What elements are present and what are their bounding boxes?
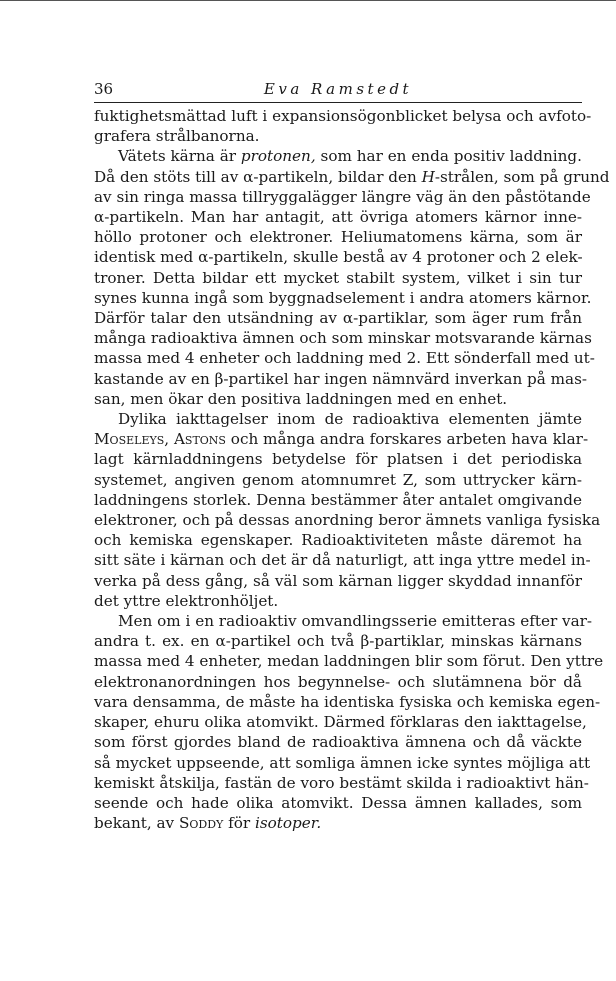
text-line bbox=[94, 369, 588, 389]
page-header bbox=[94, 80, 582, 102]
text-segment: Men om i en radioaktiv omvandlingsserie emitteras efter var- bbox=[118, 612, 593, 631]
text-line bbox=[94, 793, 582, 813]
text-segment: kastande av en β-partikel har ingen nämnvärd inverkan på mas- bbox=[94, 369, 588, 388]
text-line bbox=[94, 207, 582, 227]
text-line bbox=[94, 591, 582, 611]
text-segment: massa med 4 enheter, medan laddningen blir som förut. Den yttre bbox=[94, 652, 604, 671]
text-line bbox=[94, 672, 582, 692]
name-small-caps: Astons bbox=[173, 430, 226, 449]
text-line bbox=[94, 732, 582, 752]
text-line bbox=[94, 126, 582, 146]
text-segment: andra t. ex. en α-partikel och två β-partiklar, minskas kärnans bbox=[94, 632, 582, 651]
emphasis: H bbox=[421, 167, 435, 186]
name-small-caps: Soddy bbox=[178, 814, 224, 833]
text-line bbox=[94, 510, 601, 530]
text-segment: Därför talar den utsändning av α-partiklar, som äger rum från bbox=[94, 309, 582, 328]
text-segment: Då den stöts till av α-partikeln, bildar den bbox=[94, 167, 422, 186]
text-segment: och kemiska egenskaper. Radioaktiviteten måste däremot ha bbox=[94, 531, 582, 550]
text-line bbox=[94, 773, 589, 793]
name-small-caps: Moseleys bbox=[94, 430, 165, 449]
text-segment: synes kunna ingå som byggnadselement i andra atomers kärnor. bbox=[94, 288, 592, 307]
text-line bbox=[94, 470, 582, 490]
text-segment: som har en enda positiv laddning. bbox=[315, 147, 582, 166]
text-line bbox=[94, 692, 601, 712]
text-line bbox=[94, 167, 610, 187]
text-segment: det yttre elektronhöljet. bbox=[94, 591, 279, 610]
text-segment: fuktighetsmättad luft i expansionsögonblicket belysa och avfoto- bbox=[94, 107, 592, 125]
text-line bbox=[94, 813, 582, 833]
text-line bbox=[94, 550, 591, 570]
text-line bbox=[94, 348, 595, 368]
text-segment: som först gjordes bland de radioaktiva ämnena och då väckte bbox=[94, 733, 582, 752]
text-line bbox=[94, 651, 604, 671]
text-segment: så mycket uppseende, att somliga ämnen icke syntes möjliga att bbox=[94, 753, 591, 772]
header-rule bbox=[94, 102, 582, 103]
text-line bbox=[94, 409, 582, 429]
text-line bbox=[94, 247, 582, 267]
text-segment: Dylika iakttagelser inom de radioaktiva elementen jämte bbox=[118, 410, 582, 429]
emphasis: protonen, bbox=[240, 147, 316, 166]
text-segment: för bbox=[223, 814, 255, 833]
text-segment: san, men ökar den positiva laddningen med en enhet. bbox=[94, 389, 508, 408]
text-segment: elektronanordningen hos begynnelse- och slutämnena bör då bbox=[94, 672, 582, 691]
scan-edge-line bbox=[0, 0, 616, 1]
text-segment: massa med 4 enheter och laddning med 2. Ett sönderfall med ut- bbox=[94, 349, 595, 368]
text-segment: laddningens storlek. Denna bestämmer åter antalet omgivande bbox=[94, 490, 582, 509]
text-line bbox=[94, 227, 582, 247]
text-segment: seende och hade olika atomvikt. Dessa ämnen kallades, som bbox=[94, 793, 582, 812]
text-segment: sitt säte i kärnan och det är då naturligt, att inga yttre medel in- bbox=[94, 551, 591, 570]
text-line bbox=[94, 449, 582, 469]
text-line bbox=[94, 288, 592, 308]
text-segment: verka på dess gång, så väl som kärnan ligger skyddad innanför bbox=[94, 571, 582, 590]
body-text bbox=[94, 106, 610, 833]
text-segment: lagt kärnladdningens betydelse för platsen i det periodiska bbox=[94, 450, 582, 469]
text-line bbox=[94, 490, 582, 510]
text-line bbox=[94, 611, 593, 631]
text-line bbox=[94, 571, 582, 591]
text-segment: , bbox=[164, 430, 174, 449]
text-segment: systemet, angiven genom atomnumret Z, som uttrycker kärn- bbox=[94, 470, 582, 489]
running-head: Eva Ramstedt bbox=[263, 80, 413, 98]
text-segment: α-partikeln. Man har antagit, att övriga atomers kärnor inne- bbox=[94, 208, 582, 227]
text-segment: och många andra forskares arbeten hava klar- bbox=[225, 430, 589, 449]
text-segment: elektroner, och på dessas anordning beror ämnets vanliga fysiska bbox=[94, 511, 601, 530]
text-line bbox=[94, 530, 582, 550]
text-line bbox=[94, 389, 582, 409]
text-line bbox=[94, 631, 582, 651]
text-segment: -strålen, som på grund bbox=[434, 167, 610, 186]
text-segment: troner. Detta bildar ett mycket stabilt system, vilket i sin tur bbox=[94, 268, 582, 287]
text-line bbox=[94, 328, 592, 348]
text-segment: skaper, ehuru olika atomvikt. Därmed förklaras den iakttagelse, bbox=[94, 713, 587, 732]
text-line bbox=[94, 429, 589, 449]
text-line bbox=[94, 187, 591, 207]
text-line bbox=[94, 712, 587, 732]
text-segment: många radioaktiva ämnen och som minskar motsvarande kärnas bbox=[94, 329, 592, 348]
text-segment: bekant, av bbox=[94, 814, 179, 833]
text-line bbox=[94, 753, 591, 773]
text-line bbox=[94, 106, 592, 126]
text-segment: av sin ringa massa tillryggalägger längre väg än den påstötande bbox=[94, 187, 591, 206]
text-line bbox=[94, 146, 582, 166]
text-segment: grafera strålbanorna. bbox=[94, 127, 260, 146]
page-number: 36 bbox=[94, 80, 114, 98]
text-line bbox=[94, 268, 582, 288]
text-segment: Vätets kärna är bbox=[118, 147, 241, 166]
text-segment: vara densamma, de måste ha identiska fysiska och kemiska egen- bbox=[94, 692, 601, 711]
emphasis: isotoper. bbox=[255, 814, 322, 833]
text-segment: höllo protoner och elektroner. Heliumatomens kärna, som är bbox=[94, 228, 582, 247]
text-line bbox=[94, 308, 582, 328]
text-segment: kemiskt åtskilja, fastän de voro bestämt skilda i radioaktivt hän- bbox=[94, 773, 589, 792]
text-segment: identisk med α-partikeln, skulle bestå av 4 protoner och 2 elek- bbox=[94, 248, 583, 267]
